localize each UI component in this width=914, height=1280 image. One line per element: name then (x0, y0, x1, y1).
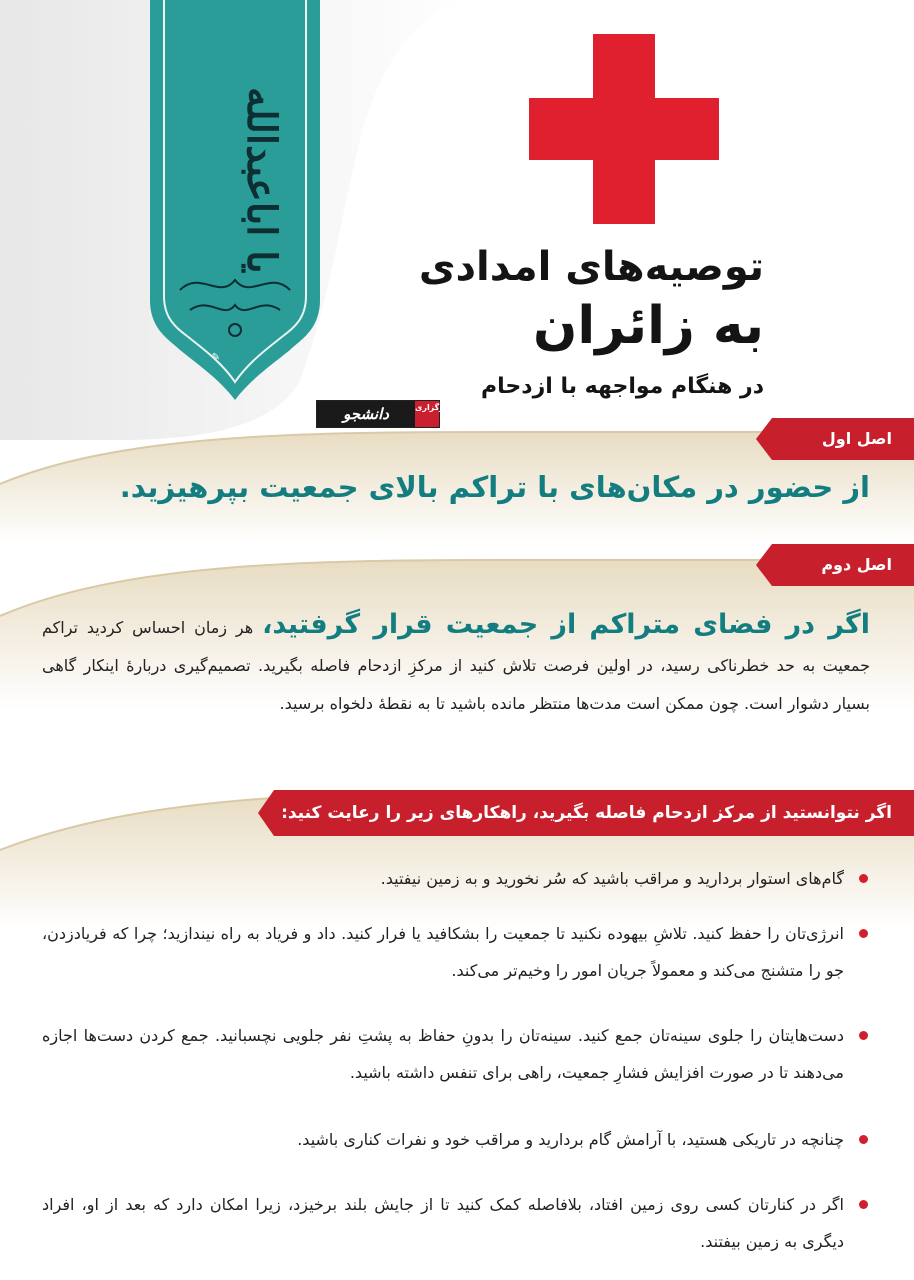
list-item (42, 915, 870, 989)
logo-tag: خبرگزاری (415, 401, 439, 427)
red-cross-icon (529, 34, 719, 224)
title-line-2: به زائران (532, 296, 764, 356)
tip-text: انرژی‌تان را حفظ کنید. تلاشِ بیهوده نکنید تا جمعیت را بشکافید یا فرار کنید. داد و فریاد به راه نیندازید؛ چرا که فریادزدن، جو را متشنج می‌کند و معمولاً جریان امور را وخیم‌تر می‌کند. (42, 924, 844, 980)
title-line-3: در هنگام مواجهه با ازدحام (481, 374, 764, 399)
bullet-icon (859, 874, 868, 883)
list-item (42, 860, 870, 897)
principle-2-label: اصل دوم (772, 544, 914, 586)
bullet-icon (859, 1135, 868, 1144)
banner-calligraphy: یا اباعبدالله (238, 86, 285, 274)
bullet-icon (859, 1200, 868, 1209)
principle-2-paragraph (42, 606, 870, 723)
tips-heading: اگر نتوانستید از مرکز ازدحام فاصله بگیرید، راهکارهای زیر را رعایت کنید: (274, 790, 914, 836)
tip-text: اگر در کنارتان کسی روی زمین افتاد، بلافاصله کمک کنید تا از جایش بلند برخیزد، زیرا امکان دارد که بعد از او، افراد دیگری به زمین بیفتند. (42, 1195, 844, 1251)
list-item (42, 1186, 870, 1260)
principle-1-text: از حضور در مکان‌های با تراکم بالای جمعیت بپرهیزید. (119, 470, 870, 504)
principle-2-lead: اگر در فضای متراکم از جمعیت قرار گرفتید، (262, 609, 870, 640)
tip-text: چنانچه در تاریکی هستید، با آرامش گام بردارید و مراقب خود و نفرات کناری باشید. (297, 1130, 844, 1149)
principle-1-label: اصل اول (772, 418, 914, 460)
list-item (42, 1017, 870, 1091)
bullet-icon (859, 929, 868, 938)
principle-2-text: هر زمان احساس کردید تراکم جمعیت به حد خطرناکی رسید، در اولین فرصت تلاش کنید از مرکزِ ازدحام فاصله بگیرید. تصمیم‌گیری دربارهٔ اینکار گاهی بسیار دشوار است. چون ممکن است مدت‌ها منتظر مانده باشید تا به نقطهٔ دلخواه برسید. (42, 618, 870, 713)
tips-list (42, 860, 870, 1260)
tip-text: گام‌های استوار بردارید و مراقب باشید که سُر نخورید و به زمین نیفتید. (380, 869, 844, 888)
tip-text: دست‌هایتان را جلوی سینه‌تان جمع کنید. سینه‌تان را بدونِ حفاظ به پشتِ نفر جلویی نچسبانید. جمع کردن دست‌ها اجازه می‌دهند تا در صورت افزایش فشارِ جمعیت، راهی برای تنفس داشته باشید. (42, 1026, 844, 1082)
logo-text: دانشجو (317, 401, 415, 427)
list-item (42, 1121, 870, 1158)
bullet-icon (859, 1031, 868, 1040)
svg-text:✎: ✎ (211, 352, 220, 363)
title-line-1: توصیه‌های امدادی (418, 244, 764, 290)
header-background (0, 0, 914, 440)
